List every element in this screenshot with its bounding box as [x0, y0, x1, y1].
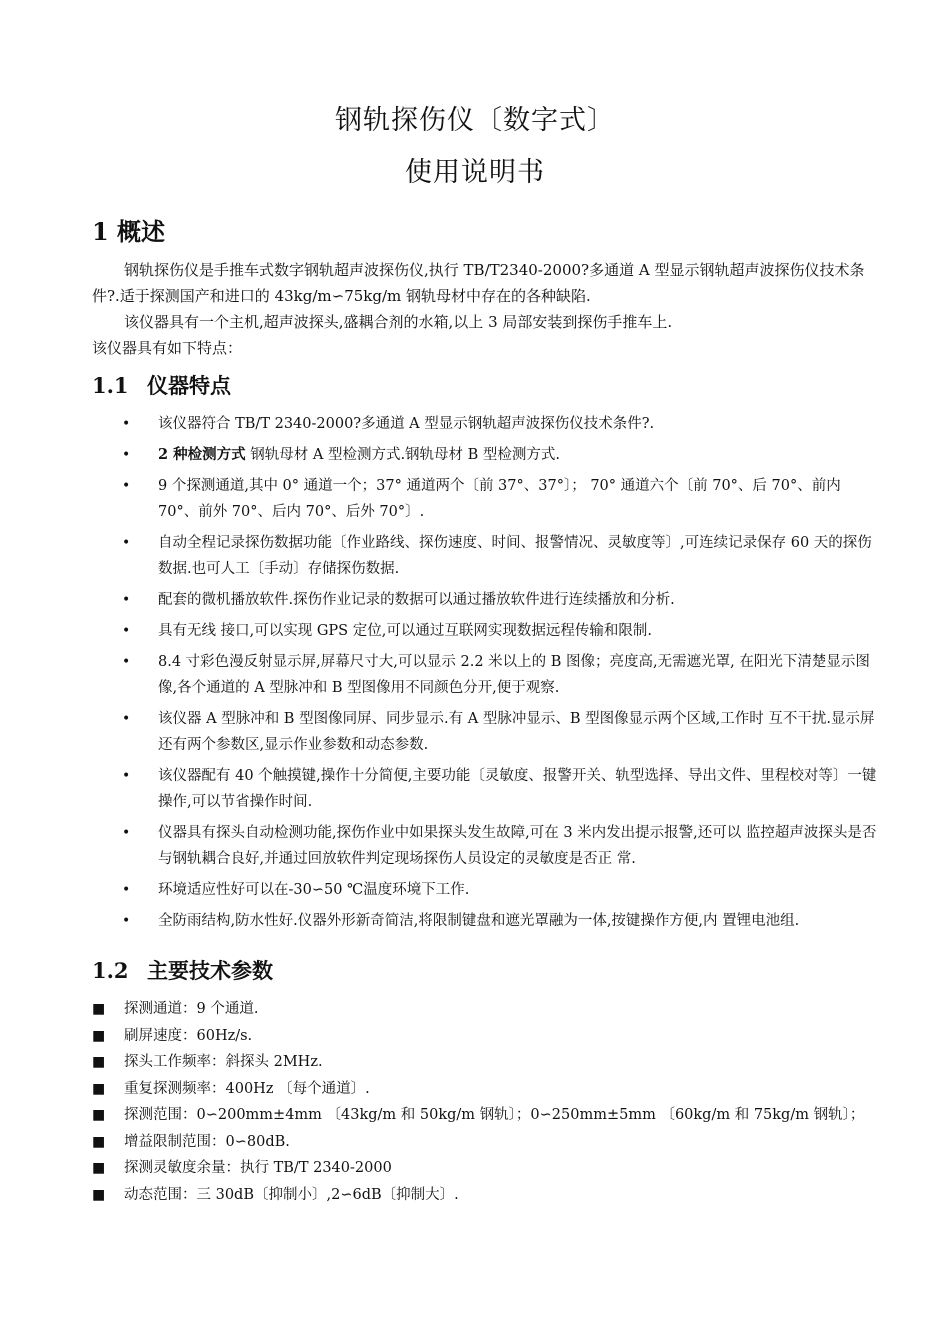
bullet-icon: • [122, 825, 131, 841]
feature-item [92, 587, 877, 613]
parameter-text: 探测范围：0∽200mm±4mm 〔43kg/m 和 50kg/m 钢轨〕；0∽250mm±5mm 〔60kg/m 和 75kg/m 钢轨〕； [124, 1107, 865, 1123]
parameter-text: 探测通道：9 个通道. [124, 1001, 259, 1017]
feature-item [92, 530, 877, 582]
parameter-text: 探测灵敏度余量：执行 TB/T 2340-2000 [124, 1160, 392, 1176]
feature-text: 环境适应性好可以在-30∽50 ℃温度环境下工作. [158, 882, 470, 898]
intro-paragraph-3: 该仪器具有如下特点： [92, 339, 243, 357]
section-heading-params [92, 955, 273, 985]
intro-paragraph-2: 该仪器具有一个主机,超声波探头,盛耦合剂的水箱,以上 3 局部安装到探伤手推车上. [124, 313, 673, 331]
square-bullet-icon: ■ [92, 1080, 106, 1097]
square-bullet-icon: ■ [92, 1054, 106, 1070]
feature-item [92, 442, 877, 468]
section-number: 1.1 [92, 373, 129, 398]
intro-paragraph-1: 钢轨探伤仪是手推车式数字钢轨超声波探伤仪,执行 TB/T2340-2000?多通道 A 型显示钢轨超声波探伤仪技术条件?.适于探测国产和进口的 43kg/m∽75kg/m 钢轨母材中存在的各种缺陷. [92, 261, 865, 305]
feature-text: 全防雨结构,防水性好.仪器外形新奇简洁,将限制键盘和遮光罩融为一体,按键操作方便,内 置锂电池组. [158, 913, 800, 929]
parameter-text: 刷屏速度：60Hz/s. [124, 1027, 253, 1044]
feature-text: 该仪器符合 TB/T 2340-2000?多通道 A 型显示钢轨超声波探伤仪技术条件?. [158, 416, 655, 432]
feature-item [92, 877, 877, 903]
feature-text: 该仪器配有 40 个触摸键,操作十分简便,主要功能〔灵敏度、报警开关、轨型选择、导出文件、里程校对等〕一键操作,可以节省操作时间. [158, 768, 877, 810]
feature-item [92, 908, 877, 934]
parameter-item [92, 1155, 872, 1182]
feature-text: 该仪器 A 型脉冲和 B 型图像同屏、同步显示.有 A 型脉冲显示、B 型图像显示两个区域,工作时 互不干扰.显示屏还有两个参数区,显示作业参数和动态参数. [158, 711, 875, 753]
bullet-icon: • [122, 416, 131, 432]
feature-item [92, 763, 877, 815]
feature-item [92, 706, 877, 758]
feature-list [92, 411, 877, 939]
bullet-icon: • [122, 913, 131, 929]
bullet-icon: • [122, 711, 131, 727]
square-bullet-icon: ■ [92, 1160, 106, 1176]
bullet-icon: • [122, 623, 131, 639]
feature-text: 仪器具有探头自动检测功能,探伤作业中如果探头发生故障,可在 3 米内发出提示报警,还可以 监控超声波探头是否与钢轨耦合良好,并通过回放软件判定现场探伤人员设定的灵敏度是否正 常. [158, 825, 877, 867]
parameter-item [92, 996, 872, 1023]
parameter-text: 重复探测频率：400Hz 〔每个通道〕. [124, 1080, 370, 1097]
parameter-text: 动态范围：三 30dB〔抑制小〕,2∽6dB〔抑制大〕. [124, 1186, 459, 1203]
section-title: 仪器特点 [147, 373, 231, 398]
bullet-icon: • [122, 447, 131, 463]
feature-text: 9 个探测通道,其中 0° 通道一个；37° 通道两个〔前 37°、37°〕； 70° 通道六个〔前 70°、后 70°、前内 70°、前外 70°、后内 70°、后外 70°〕. [158, 478, 841, 520]
doc-title: 钢轨探伤仪〔数字式〕 [335, 105, 615, 136]
section-title: 主要技术参数 [147, 958, 273, 983]
parameter-item [92, 1076, 872, 1103]
feature-emphasis: 2 种检测方式 [158, 446, 246, 463]
square-bullet-icon: ■ [92, 1107, 106, 1123]
bullet-icon: • [122, 535, 131, 551]
bullet-icon: • [122, 478, 131, 494]
square-bullet-icon: ■ [92, 1186, 106, 1203]
doc-subtitle: 使用说明书 [405, 157, 545, 188]
section-number: 1.2 [92, 958, 129, 983]
feature-item [92, 618, 877, 644]
parameter-text: 探头工作频率：斜探头 2MHz. [124, 1054, 323, 1070]
feature-item [92, 473, 877, 525]
square-bullet-icon: ■ [92, 1133, 106, 1150]
bullet-icon: • [122, 882, 131, 898]
feature-item [92, 411, 877, 437]
parameter-item [92, 1129, 872, 1156]
parameter-item [92, 1023, 872, 1050]
feature-text: 具有无线 接口,可以实现 GPS 定位,可以通过互联网实现数据远程传输和限制. [158, 623, 652, 639]
square-bullet-icon: ■ [92, 1001, 106, 1017]
parameter-item [92, 1049, 872, 1076]
parameter-text: 增益限制范围：0∽80dB. [124, 1133, 290, 1150]
section-heading-features [92, 370, 231, 400]
bullet-icon: • [122, 592, 131, 608]
square-bullet-icon: ■ [92, 1027, 106, 1044]
bullet-icon: • [122, 654, 131, 670]
feature-text: 8.4 寸彩色漫反射显示屏,屏幕尺寸大,可以显示 2.2 米以上的 B 图像；亮度高,无需遮光罩, 在阳光下清楚显示图像,各个通道的 A 型脉冲和 B 型图像用不同颜色分开,便于观察. [158, 654, 870, 696]
section-heading-overview: 1 概述 [92, 217, 166, 246]
feature-item [92, 649, 877, 701]
parameter-item [92, 1102, 872, 1129]
feature-item [92, 820, 877, 872]
feature-text: 配套的微机播放软件.探伤作业记录的数据可以通过播放软件进行连续播放和分析. [158, 592, 675, 608]
feature-text: 钢轨母材 A 型检测方式.钢轨母材 B 型检测方式. [245, 447, 561, 463]
parameter-item [92, 1182, 872, 1209]
bullet-icon: • [122, 768, 131, 784]
feature-text: 自动全程记录探伤数据功能〔作业路线、探伤速度、时间、报警情况、灵敏度等〕,可连续记录保存 60 天的探伤数据.也可人工〔手动〕存储探伤数据. [158, 535, 872, 577]
parameter-list [92, 996, 872, 1208]
